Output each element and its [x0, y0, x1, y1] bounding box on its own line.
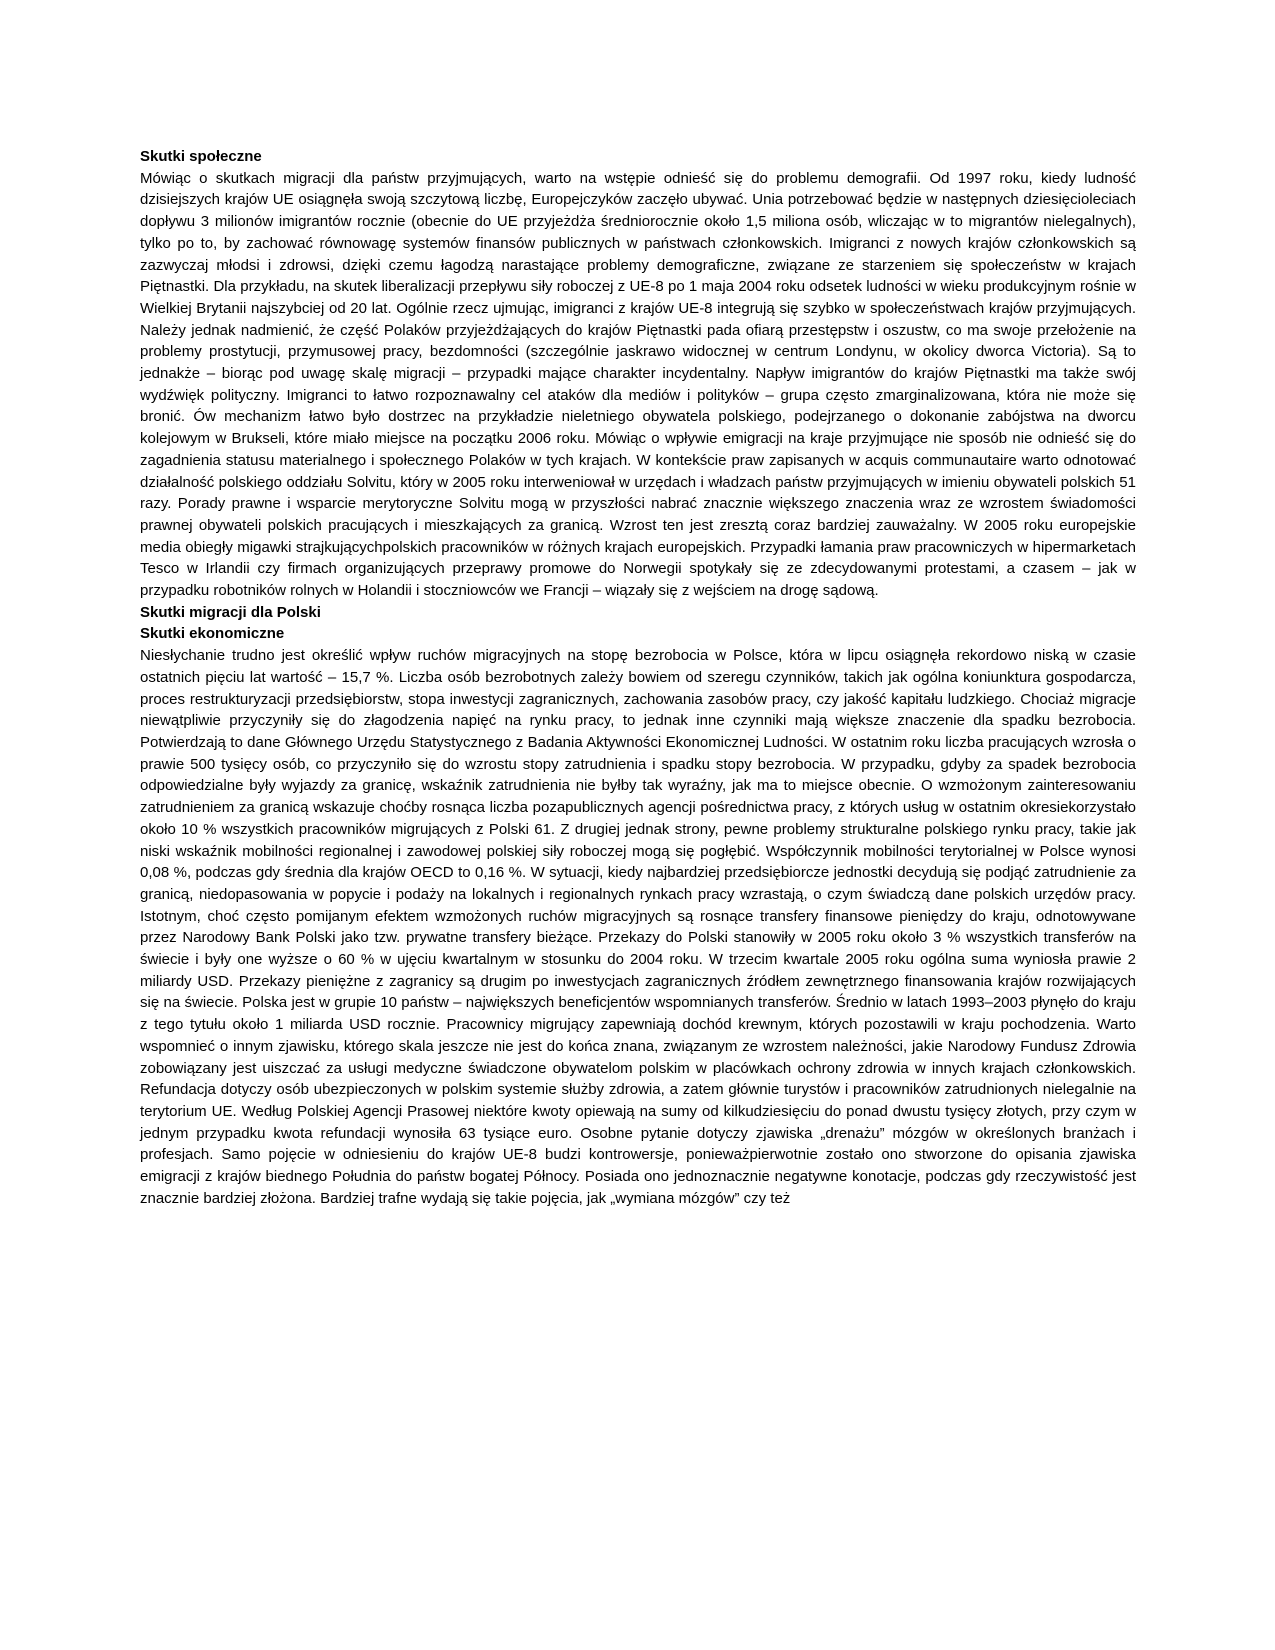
heading-skutki-ekonomiczne: Skutki ekonomiczne	[140, 625, 285, 643]
heading-skutki-spoleczne: Skutki społeczne	[140, 148, 262, 165]
paragraph-economic-effects: Niesłychanie trudno jest określić wpływ ruchów migracyjnych na stopę bezrobocia w Polsce, która w lipcu osiągnęła rekordowo niską w czasie ostatnich pięciu lat wartość – 15,7 %. Liczba osób bezrobotnych zależy bowiem od szeregu czynników, takich jak ogólna koniunktura gospodarcza, proces restrukturyzacji przedsiębiorstw, stopa inwestycji zagranicznych, zachowania zasobów pracy, czy jakość kapitału ludzkiego. Chociaż migracje niewątpliwie przyczyniły się do złagodzenia napięć na rynku pracy, to jednak inne czynniki mają większe znaczenie dla spadku bezrobocia. Potwierdzają to dane Głównego Urzędu Statystycznego z Badania Aktywności Ekonomicznej Ludności. W ostatnim roku liczba pracujących wzrosła o prawie 500 tysięcy osób, co przyczyniło się do wzrostu stopy zatrudnienia i spadku stopy bezrobocia. W przypadku, gdyby za spadek bezrobocia odpowiedzialne były wyjazdy za granicę, wskaźnik zatrudnienia nie byłby tak wyraźny, jak ma to miejsce obecnie. O wzmożonym zainteresowaniu zatrudnieniem za granicą wskazuje choćby rosnąca liczba pozapublicznych agencji pośrednictwa pracy, z których usług w ostatnim okresiekorzystało około 10 % wszystkich pracowników migrujących z Polski 61. Z drugiej jednak strony, pewne problemy strukturalne polskiego rynku pracy, takie jak niski wskaźnik mobilności regionalnej i zawodowej polskiej siły roboczej mogą się pogłębić. Współczynnik mobilności terytorialnej w Polsce wynosi 0,08 %, podczas gdy średnia dla krajów OECD to 0,16 %. W sytuacji, kiedy najbardziej przedsiębiorcze jednostki decydują się podjąć zatrudnienie za granicą, niedopasowania w popycie i podaży na lokalnych i regionalnych rynkach pracy wzrastają, o czym świadczą dane polskich urzędów pracy. Istotnym, choć często pomijanym efektem wzmożonych ruchów migracyjnych są rosnące transfery finansowe pieniędzy do kraju, odnotowywane przez Narodowy Bank Polski jako tzw. prywatne transfery bieżące. Przekazy do Polski stanowiły w 2005 roku około 3 % wszystkich transferów na świecie i były one wyższe o 60 % w ujęciu kwartalnym w stosunku do 2004 roku. W trzecim kwartale 2005 roku ogólna suma wyniosła prawie 2 miliardy USD. Przekazy pieniężne z zagranicy są drugim po inwestycjach zagranicznych źródłem zewnętrznego finansowania krajów rozwijających się na świecie. Polska jest w grupie 10 państw – największych beneficjentów wspomnianych transferów. Średnio w latach 1993–2003 płynęło do kraju z tego tytułu około 1 miliarda USD rocznie. Pracownicy migrujący zapewniają dochód krewnym, których pozostawili w kraju pochodzenia. Warto wspomnieć o innym zjawisku, którego skala jeszcze nie jest do końca znana, związanym ze wzrostem należności, jakie Narodowy Fundusz Zdrowia zobowiązany jest uiszczać za usługi medyczne świadczone obywatelom polskim w placówkach ochrony zdrowia w innych krajach członkowskich. Refundacja dotyczy osób ubezpieczonych w polskim systemie służby zdrowia, a zatem głównie turystów i pracowników zatrudnionych nielegalnie na terytorium UE. Według Polskiej Agencji Prasowej niektóre kwoty opiewają na sumy od kilkudziesięciu do ponad dwustu tysięcy złotych, przy czym w jednym przypadku kwota refundacji wynosiła 63 tysiące euro. Osobne pytanie dotyczy zjawiska „drenażu” mózgów w określonych branżach i profesjach. Samo pojęcie w odniesieniu do krajów UE-8 budzi kontrowersje, ponieważpierwotnie zostało ono stworzone do opisania zjawiska emigracji z krajów biednego Południa do państw bogatej Północy. Posiada ono jednoznacznie negatywne konotacje, podczas gdy rzeczywistość jest znacznie bardziej złożona. Bardziej trafne wydają się takie pojęcia, jak „wymiana mózgów” czy też	[140, 647, 1136, 1207]
paragraph-social-effects: Mówiąc o skutkach migracji dla państw przyjmujących, warto na wstępie odnieść się do problemu demografii. Od 1997 roku, kiedy ludność dzisiejszych krajów UE osiągnęła swoją szczytową liczbę, Europejczyków zaczęło ubywać. Unia potrzebować będzie w następnych dziesięcioleciach dopływu 3 milionów imigrantów rocznie (obecnie do UE przyjeżdża średniorocznie około 1,5 miliona osób, wliczając w to migrantów nielegalnych), tylko po to, by zachować równowagę systemów finansów publicznych w państwach członkowskich. Imigranci z nowych krajów członkowskich są zazwyczaj młodsi i zdrowsi, dzięki czemu łagodzą narastające problemy demograficzne, związane ze starzeniem się społeczeństw w krajach Piętnastki. Dla przykładu, na skutek liberalizacji przepływu siły roboczej z UE-8 po 1 maja 2004 roku odsetek ludności w wieku produkcyjnym rośnie w Wielkiej Brytanii najszybciej od 20 lat. Ogólnie rzecz ujmując, imigranci z krajów UE-8 integrują się szybko w społeczeństwach krajów przyjmujących. Należy jednak nadmienić, że część Polaków przyjeżdżających do krajów Piętnastki pada ofiarą przestępstw i oszustw, co ma swoje przełożenie na problemy prostytucji, przymusowej pracy, bezdomności (szczególnie jaskrawo widocznej w centrum Londynu, w okolicy dworca Victoria). Są to jednakże – biorąc pod uwagę skalę migracji – przypadki mające charakter incydentalny. Napływ imigrantów do krajów Piętnastki ma także swój wydźwięk polityczny. Imigranci to łatwo rozpoznawalny cel ataków dla mediów i polityków – grupa często zmarginalizowana, która nie może się bronić. Ów mechanizm łatwo było dostrzec na przykładzie nieletniego obywatela polskiego, podejrzanego o dokonanie zabójstwa na dworcu kolejowym w Brukseli, które miało miejsce na początku 2006 roku. Mówiąc o wpływie emigracji na kraje przyjmujące nie sposób nie odnieść się do zagadnienia statusu materialnego i społecznego Polaków w tych krajach. W kontekście praw zapisanych w acquis communautaire warto odnotować działalność polskiego oddziału Solvitu, który w 2005 roku interweniował w urzędach i władzach państw przyjmujących w imieniu obywateli polskich 51 razy. Porady prawne i wsparcie merytoryczne Solvitu mogą w przyszłości nabrać znacznie większego znaczenia wraz ze wzrostem świadomości prawnej obywateli polskich pracujących i mieszkających za granicą. Wzrost ten jest zresztą coraz bardziej zauważalny. W 2005 roku europejskie media obiegły migawki strajkującychpolskich pracowników w różnych krajach europejskich. Przypadki łamania praw pracowniczych w hipermarketach Tesco w Irlandii czy firmach organizujących przeprawy promowe do Norwegii spotykały się ze zdecydowanymi protestami, a czasem – jak w przypadku robotników rolnych w Holandii i stoczniowców we Francji – wiązały się z wejściem na drogę sądową.	[140, 169, 1136, 600]
document-text-block	[140, 146, 1136, 1209]
heading-skutki-migracji-dla-polski: Skutki migracji dla Polski	[140, 603, 321, 621]
